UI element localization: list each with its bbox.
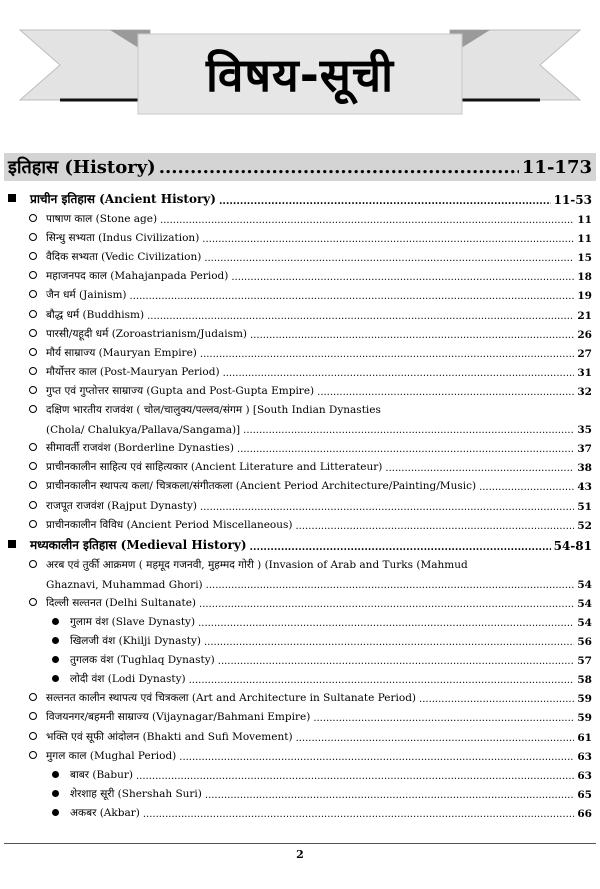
toc-entry-label: वैदिक सभ्यता (Vedic Civilization) bbox=[46, 251, 202, 264]
dot-leader bbox=[385, 462, 574, 474]
toc-entry-page: 54-81 bbox=[553, 538, 592, 553]
filled-circle-bullet-icon bbox=[52, 637, 59, 644]
dot-leader bbox=[202, 233, 574, 245]
toc-entry bbox=[0, 705, 600, 724]
toc-entry bbox=[0, 417, 600, 436]
toc-entry bbox=[0, 763, 600, 782]
toc-entry-page: 63 bbox=[577, 750, 592, 763]
toc-entry-label: खिलजी वंश (Khilji Dynasty) bbox=[70, 635, 201, 648]
hollow-circle-bullet-icon bbox=[29, 405, 37, 413]
toc-entry-page: 38 bbox=[577, 462, 592, 475]
hollow-circle-bullet-icon bbox=[29, 732, 37, 740]
toc-entry-page: 19 bbox=[577, 290, 592, 303]
toc-entry bbox=[0, 493, 600, 512]
dot-leader bbox=[231, 271, 574, 283]
dot-leader bbox=[313, 712, 574, 724]
toc-entry-page: 59 bbox=[577, 712, 592, 725]
toc-entry-label: अरब एवं तुर्की आक्रमण ( महमूद गजनवी, मुहम्मद गोरी ) (Invasion of Arab and Turks (Mahmud bbox=[46, 558, 468, 571]
square-bullet-icon bbox=[8, 194, 16, 202]
toc-entry bbox=[0, 455, 600, 474]
toc-entry bbox=[0, 629, 600, 648]
section-pages: 11-173 bbox=[521, 156, 592, 178]
toc-entry-label: भक्ति एवं सूफी आंदोलन (Bhakti and Sufi Movement) bbox=[46, 730, 293, 743]
title-banner bbox=[0, 0, 600, 140]
toc-entry bbox=[0, 591, 600, 610]
toc-entry-page: 15 bbox=[577, 252, 592, 265]
toc-entry bbox=[0, 322, 600, 341]
dot-leader bbox=[189, 674, 575, 686]
dot-leader bbox=[223, 367, 575, 379]
hollow-circle-bullet-icon bbox=[29, 329, 37, 337]
dot-leader bbox=[204, 252, 574, 264]
toc-entry-label: पारसी/यहूदी धर्म (Zoroastrianism/Judaism) bbox=[46, 327, 248, 340]
dot-leader bbox=[296, 732, 575, 744]
dot-leader bbox=[218, 655, 575, 667]
hollow-circle-bullet-icon bbox=[29, 481, 37, 489]
dot-leader bbox=[143, 808, 575, 820]
toc-entry-label: मौर्योत्तर काल (Post-Mauryan Period) bbox=[46, 365, 220, 378]
toc-entry-label: अकबर (Akbar) bbox=[70, 806, 140, 819]
toc-entry bbox=[0, 532, 600, 553]
toc-entry-page: 37 bbox=[577, 443, 592, 456]
hollow-circle-bullet-icon bbox=[29, 520, 37, 528]
toc-entry bbox=[0, 379, 600, 398]
dot-leader bbox=[130, 290, 575, 302]
hollow-circle-bullet-icon bbox=[29, 271, 37, 279]
toc-entry-page: 11 bbox=[577, 214, 592, 227]
dot-leader bbox=[219, 193, 551, 207]
toc-entry-page: 11-53 bbox=[553, 193, 592, 207]
toc-entry-page: 32 bbox=[577, 385, 592, 398]
dot-leader bbox=[296, 520, 575, 532]
dot-leader bbox=[159, 157, 519, 178]
dot-leader bbox=[243, 424, 574, 436]
toc-entry bbox=[0, 436, 600, 455]
toc-entry-label: प्राचीन इतिहास (Ancient History) bbox=[30, 192, 216, 206]
toc-entry bbox=[0, 264, 600, 283]
toc-entry-label: जैन धर्म (Jainism) bbox=[46, 289, 127, 302]
toc-entry-label: बौद्ध धर्म (Buddhism) bbox=[46, 308, 145, 321]
section-title: इतिहास (History) bbox=[8, 157, 156, 178]
toc-entry bbox=[0, 245, 600, 264]
toc-entry bbox=[0, 648, 600, 667]
toc-entry-page: 54 bbox=[577, 597, 592, 610]
toc-entry-label: मध्यकालीन इतिहास (Medieval History) bbox=[30, 537, 247, 552]
toc-entry-page: 31 bbox=[577, 366, 592, 379]
dot-leader bbox=[199, 598, 574, 610]
hollow-circle-bullet-icon bbox=[29, 290, 37, 298]
toc-entry-label: प्राचीनकालीन साहित्य एवं साहित्यकार (Ancient Literature and Litterateur) bbox=[46, 461, 383, 474]
toc-entry-label: प्राचीनकालीन स्थापत्य कला/ चित्रकला/संगीतकला (Ancient Period Architecture/Painting/Music) bbox=[46, 480, 477, 493]
toc-entry-page: 66 bbox=[577, 807, 592, 820]
toc-entry-label: सिन्धु सभ्यता (Indus Civilization) bbox=[46, 232, 200, 245]
dot-leader bbox=[479, 481, 574, 493]
hollow-circle-bullet-icon bbox=[29, 501, 37, 509]
filled-circle-bullet-icon bbox=[52, 675, 59, 682]
toc-entry-label: राजपूत राजवंश (Rajput Dynasty) bbox=[46, 499, 198, 512]
toc-entry-page: 26 bbox=[577, 328, 592, 341]
toc-entry-label: लोदी वंश (Lodi Dynasty) bbox=[70, 673, 186, 686]
dot-leader bbox=[317, 386, 574, 398]
toc-entry-page: 18 bbox=[577, 271, 592, 284]
toc-entry-label: मुगल काल (Mughal Period) bbox=[46, 749, 177, 762]
hollow-circle-bullet-icon bbox=[29, 348, 37, 356]
toc-entry-label: तुगलक वंश (Tughlaq Dynasty) bbox=[70, 654, 215, 667]
dot-leader bbox=[250, 329, 574, 341]
toc-entry-page: 59 bbox=[577, 693, 592, 706]
toc-entry bbox=[0, 226, 600, 245]
toc-entry bbox=[0, 667, 600, 686]
toc-entry bbox=[0, 572, 600, 591]
toc-entry-label: शेरशाह सूरी (Shershah Suri) bbox=[70, 787, 202, 800]
toc-entry-label: सल्तनत कालीन स्थापत्य एवं चित्रकला (Art and Architecture in Sultanate Period) bbox=[46, 692, 417, 705]
toc-entry bbox=[0, 782, 600, 801]
toc-entry bbox=[0, 744, 600, 763]
filled-circle-bullet-icon bbox=[52, 809, 59, 816]
footer-divider bbox=[4, 843, 596, 844]
page-title: विषय-सूची bbox=[205, 48, 395, 102]
toc-entry-page: 56 bbox=[577, 636, 592, 649]
hollow-circle-bullet-icon bbox=[29, 386, 37, 394]
toc-entry bbox=[0, 341, 600, 360]
dot-leader bbox=[160, 214, 574, 226]
toc-entry bbox=[0, 186, 600, 207]
filled-circle-bullet-icon bbox=[52, 618, 59, 625]
toc-entry bbox=[0, 513, 600, 532]
toc-entry-page: 57 bbox=[577, 655, 592, 668]
toc-entry bbox=[0, 360, 600, 379]
hollow-circle-bullet-icon bbox=[29, 462, 37, 470]
toc-entry-label: (Chola/ Chalukya/Pallava/Sangama)] bbox=[46, 424, 241, 437]
toc-entry-page: 54 bbox=[577, 578, 592, 591]
toc-entry-page: 58 bbox=[577, 674, 592, 687]
toc-entry bbox=[0, 553, 600, 572]
dot-leader bbox=[206, 579, 575, 591]
toc-entry-label: गुप्त एवं गुप्तोत्तर साम्राज्य (Gupta and Post-Gupta Empire) bbox=[46, 384, 315, 397]
table-of-contents bbox=[0, 186, 600, 820]
page-number: 2 bbox=[296, 848, 304, 861]
dot-leader bbox=[147, 310, 574, 322]
toc-entry-page: 35 bbox=[577, 424, 592, 437]
section-header-history bbox=[4, 153, 596, 181]
toc-entry bbox=[0, 398, 600, 417]
toc-entry-page: 52 bbox=[577, 519, 592, 532]
toc-entry-label: मौर्य साम्राज्य (Mauryan Empire) bbox=[46, 346, 197, 359]
hollow-circle-bullet-icon bbox=[29, 560, 37, 568]
hollow-circle-bullet-icon bbox=[29, 367, 37, 375]
dot-leader bbox=[198, 617, 574, 629]
dot-leader bbox=[136, 770, 574, 782]
dot-leader bbox=[250, 539, 551, 553]
toc-entry bbox=[0, 283, 600, 302]
hollow-circle-bullet-icon bbox=[29, 712, 37, 720]
toc-entry-label: सीमावर्ती राजवंश (Borderline Dynasties) bbox=[46, 442, 234, 455]
hollow-circle-bullet-icon bbox=[29, 214, 37, 222]
toc-entry-label: पाषाण काल (Stone age) bbox=[46, 213, 158, 226]
hollow-circle-bullet-icon bbox=[29, 310, 37, 318]
hollow-circle-bullet-icon bbox=[29, 693, 37, 701]
hollow-circle-bullet-icon bbox=[29, 751, 37, 759]
square-bullet-icon bbox=[8, 540, 16, 548]
toc-entry-page: 63 bbox=[577, 769, 592, 782]
toc-entry bbox=[0, 801, 600, 820]
toc-entry bbox=[0, 302, 600, 321]
hollow-circle-bullet-icon bbox=[29, 598, 37, 606]
toc-entry-label: दक्षिण भारतीय राजवंश ( चोल/चालुक्य/पल्लव/संगम ) [South Indian Dynasties bbox=[46, 404, 381, 417]
dot-leader bbox=[205, 789, 574, 801]
toc-entry-label: बाबर (Babur) bbox=[70, 768, 134, 781]
dot-leader bbox=[204, 636, 574, 648]
toc-entry-page: 54 bbox=[577, 616, 592, 629]
toc-entry-page: 21 bbox=[577, 309, 592, 322]
dot-leader bbox=[237, 443, 574, 455]
hollow-circle-bullet-icon bbox=[29, 233, 37, 241]
toc-entry bbox=[0, 610, 600, 629]
dot-leader bbox=[200, 501, 574, 513]
toc-entry-label: प्राचीनकालीन विविध (Ancient Period Miscellaneous) bbox=[46, 518, 293, 531]
toc-entry-page: 11 bbox=[577, 233, 592, 246]
toc-entry-page: 51 bbox=[577, 500, 592, 513]
toc-entry bbox=[0, 207, 600, 226]
toc-entry-label: Ghaznavi, Muhammad Ghori) bbox=[46, 578, 203, 591]
filled-circle-bullet-icon bbox=[52, 790, 59, 797]
toc-entry bbox=[0, 686, 600, 705]
toc-entry-label: विजयनगर/बहमनी साम्राज्य (Vijaynagar/Bahmani Empire) bbox=[46, 711, 311, 724]
toc-entry-label: दिल्ली सल्तनत (Delhi Sultanate) bbox=[46, 596, 197, 609]
toc-entry bbox=[0, 474, 600, 493]
hollow-circle-bullet-icon bbox=[29, 443, 37, 451]
toc-entry-label: गुलाम वंश (Slave Dynasty) bbox=[70, 615, 196, 628]
filled-circle-bullet-icon bbox=[52, 656, 59, 663]
toc-entry-page: 27 bbox=[577, 347, 592, 360]
hollow-circle-bullet-icon bbox=[29, 252, 37, 260]
toc-entry-label: महाजनपद काल (Mahajanpada Period) bbox=[46, 270, 229, 283]
filled-circle-bullet-icon bbox=[52, 771, 59, 778]
dot-leader bbox=[200, 348, 574, 360]
toc-entry-page: 43 bbox=[577, 481, 592, 494]
toc-entry-page: 65 bbox=[577, 788, 592, 801]
toc-entry bbox=[0, 724, 600, 743]
dot-leader bbox=[179, 751, 574, 763]
toc-entry-page: 61 bbox=[577, 731, 592, 744]
dot-leader bbox=[419, 693, 574, 705]
